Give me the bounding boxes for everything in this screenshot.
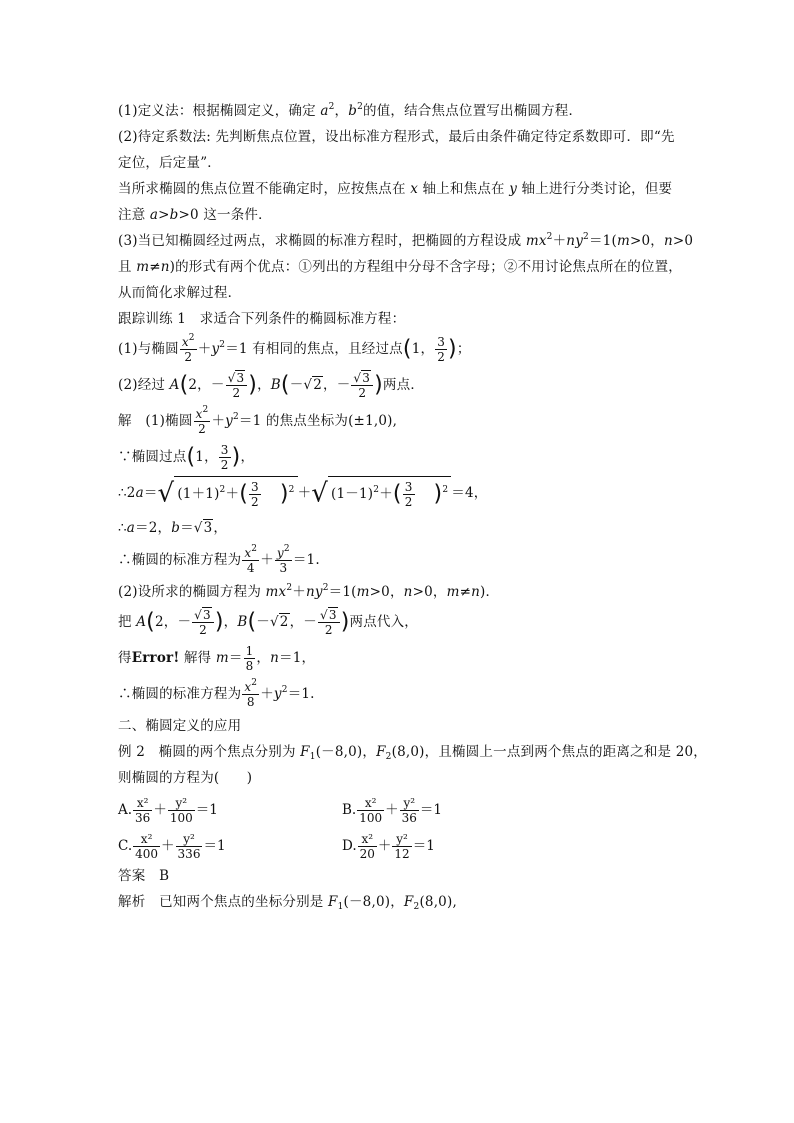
paragraph-two-points-cont: 且 m≠n)的形式有两个优点：①列出的方程组中分母不含字母；②不用讨论焦点所在的位置， (118, 259, 683, 275)
exercise-title: 跟踪训练 1 求适合下列条件的椭圆标准方程： (118, 311, 406, 327)
paragraph-continuation: 定位，后定量”． (118, 155, 222, 171)
solution-result-1: ∴椭圆的标准方程为 $\frac{x^2}{4}$ ＋ $\frac{y^2}{3}$ ＝1. (118, 544, 320, 575)
paragraph-two-points: (3)当已知椭圆经过两点，求椭圆的标准方程时，把椭圆的方程设成 $mx^2+ny^2=1(m>0$，n>0 (118, 232, 694, 249)
option-b: B. $\frac{\text{x²}}{100}$ ＋ $\frac{\text{y²}}{36}$ ＝1 (342, 796, 442, 825)
paragraph-condition: 注意 a>b>0 这一条件． (118, 207, 272, 223)
paragraph-two-points-end: 从而简化求解过程． (118, 285, 242, 301)
answer: 答案 B (118, 868, 170, 884)
section-heading: 二、椭圆定义的应用 (118, 718, 242, 734)
solution-2a: ∴2a＝√ $(1+1)^2+$( $\frac{3}{2}$ )$^2$ ＋√ $(1-1)^2+$( $\frac{3}{2}$ )$^2$ ＝4， (118, 476, 688, 511)
solution-solve: 得Error! 解得 m＝ $\frac{1}{8}$ ，n＝1， (118, 644, 316, 673)
option-c: C. $\frac{\text{x²}}{400}$ ＋ $\frac{\text{y²}}{336}$ ＝1 (118, 832, 226, 861)
text: 的值，结合焦点位置写出椭圆方程． (363, 103, 583, 119)
example-2: 例 2 椭圆的两个焦点分别为 $F_1(-8,0)$，$F_2(8,0)$，且椭圆上一点到两个焦点的距离之和是 20， (118, 744, 707, 762)
text: (1)定义法：根据椭圆定义，确定 (118, 103, 321, 119)
solution-part-2: (2)设所求的椭圆方程为 $mx^2+ny^2=1(m>0$，n>0，m≠n)． (118, 583, 500, 600)
solution-part-1: 解 (1)椭圆 $\frac{x^2}{2}$ $+y^2=1$ 的焦点坐标为(±1,0), (118, 405, 398, 436)
example-2-question: 则椭圆的方程为( ) (118, 770, 253, 786)
solution-substitute: 把 A(2，－ $\frac{√3}{2}$ )，B(－√2，－ $\frac{√3}{2}$ )两点代入， (118, 608, 418, 637)
analysis: 解析 已知两个焦点的坐标分别是 $F_1(-8,0)$，$F_2(8,0)$, (118, 894, 457, 912)
document-body (118, 96, 707, 913)
solution-ab: ∴a＝2，b＝√3， (118, 520, 228, 536)
solution-point: ∵椭圆过点(1， $\frac{3}{2}$ )， (118, 443, 255, 472)
exercise-part-1: (1)与椭圆 $\frac{x^2}{2}$ $+y^2=1$ 有相同的焦点，且经过点(1， $\frac{3}{2}$ )； (118, 333, 471, 364)
option-d: D. $\frac{\text{x²}}{20}$ ＋ $\frac{\text{y²}}{12}$ ＝1 (342, 832, 435, 861)
options-row-2 (118, 831, 688, 861)
options-row-1 (118, 795, 688, 825)
paragraph-undetermined-coefficients: (2)待定系数法: 先判断焦点位置，设出标准方程形式，最后由条件确定待定系数即可．即“先 (118, 129, 675, 145)
paragraph-focus-position: 当所求椭圆的焦点位置不能确定时，应按焦点在 x 轴上和焦点在 y 轴上进行分类讨论，但要 (118, 181, 673, 197)
option-a: A. $\frac{\text{x²}}{36}$ ＋ $\frac{\text{y²}}{100}$ ＝1 (118, 796, 218, 825)
exercise-part-2: (2)经过 A(2，－ $\frac{√3}{2}$ )，B(－√2，－ $\frac{√3}{2}$ )两点． (118, 371, 425, 400)
paragraph-definition-method: (1)定义法：根据椭圆定义，确定 $a^2$，$b^2$的值，结合焦点位置写出椭圆方程． (118, 102, 583, 119)
solution-result-2: ∴椭圆的标准方程为 $\frac{x^2}{8}$ $+y^2=1$. (118, 678, 315, 709)
